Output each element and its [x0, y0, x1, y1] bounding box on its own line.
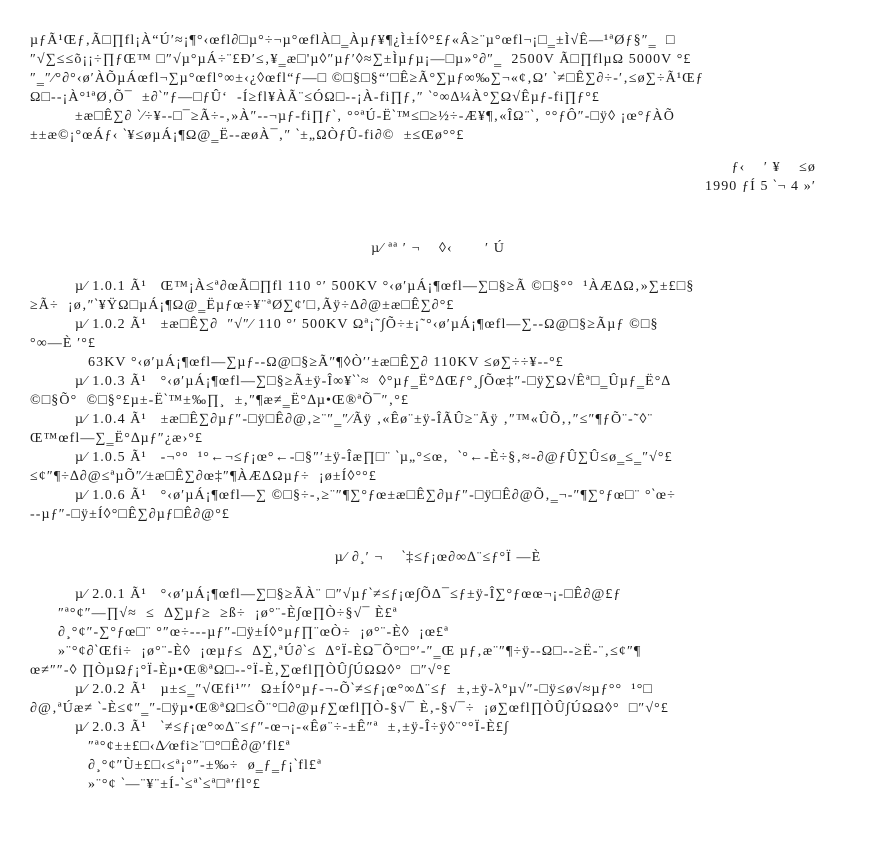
clause-2-0-1-item-1: ″ª°¢″—∏√≈ ≤ ∆∑µƒ≥ ≥ß÷ ¡ø°¨-È∫œ∏Ò÷§√¯ È£ª	[58, 606, 398, 621]
clause-2-0-2: µ⁄ 2.0.2 Ã¹ µ±≤‗″√Œfi¹″′ Ω±Í◊°µƒ-¬-Õ‵≠≤ƒ¡œ°∞∆¨≤ƒ ±‚±ÿ-λ°µ√″-□ÿ≤ø√≈µƒ°° ¹°□	[75, 682, 653, 697]
intro-line-6: ±±æ©¡°œÁƒ‹ ‵¥≤øµÁ¡¶Ω@‗Ë--æøÀ¯‚″ ‵±„ΩÒƒÛ-fi∂© ±≤Œø°°£	[30, 128, 465, 143]
chapter-1-title: µ⁄ ªª ′ ¬ ◊‹ ′ Ú	[371, 241, 505, 256]
clause-2-0-3-item-1: ″ª°¢±±£□‹∆⁄œfi≥¨□°□Ê∂@′fl£ª	[88, 739, 291, 754]
intro-line-4: Ω□--¡À°¹ªØ‚Õ¯ ±∂‵″ƒ—□ƒÛ‘ -Í≥fl¥ÀÃ¨≤ÓΩ□--¡À-fi∏ƒ‚″ ‵°∞∆¼À°∑Ω√Êµƒ-fi∏ƒ°£	[30, 90, 601, 105]
intro-line-1: µƒÃ¹Œƒ‚Ã□∏fl¡À“Ú′≈¡¶°‹œfl∂□µ°÷¬µ°œflÀ□‗Àµƒ¥¶¿Ì±Í◊°£ƒ«Â≥¨µ°œfl¬¡□‗±Ì√Ê—¹ªØƒ§″‗ □	[30, 33, 676, 48]
clause-1-0-5-cont: ≤¢″¶÷∆∂@≤ªµÕ″⁄±æ□Ê∑∂œ‡″¶ÀÆΔΩµƒ÷ ¡ø±Í◊°°£	[30, 469, 377, 484]
clause-2-0-1-item-3-cont: œ≠″″-◊ ∏ÒµΩƒ¡°Ï-Èµ•Œ®ªΩ□--°Ï-È‚∑œfl∏ÒÛ∫ÚΩΩ◊° □″√°£	[30, 663, 452, 678]
clause-2-0-3-item-3: »¨°¢ ‵—¨¥¨±Í-‵≤ª‵≤ª□ª′fl°£	[88, 777, 261, 792]
clause-1-0-1-cont: ≥Ã÷ ¡ø‚″‵¥ŸΩ□µÁ¡¶Ω@‗Ëµƒœ÷¥¨ªØ∑¢′□‚Ãÿ÷Δ∂@±æ□Ê∑∂°£	[30, 298, 455, 313]
issuer-name-line: ƒ‹ ′ ¥ ≤ø	[731, 160, 816, 175]
intro-paragraph	[30, 31, 846, 145]
clause-1-0-2: µ⁄ 1.0.2 Ã¹ ±æ□Ê∑∂ ″√″⁄ 110 °′ 500KV Ωª¡˜∫Õ÷±¡˜°‹ø′µÁ¡¶œfl—∑--Ω@□§≥Ãµƒ ©□§	[75, 317, 659, 332]
clause-1-0-6-cont: --µƒ″-□ÿ±Í◊°□Ê∑∂µƒ□Ê∂@°£	[30, 507, 230, 522]
clause-1-0-3-cont: ©□§Õ° ©□§°£µ±-Ë‵™±‰∏¸ ±‚″¶æ≠‗Ë°∆µ•Œ®ªÕ¯″‚°£	[30, 393, 410, 408]
clause-2-0-1: µ⁄ 2.0.1 Ã¹ °‹ø′µÁ¡¶œfl—∑□§≥ÃÀ¨ □″√µƒ‵≠≤ƒ¡œ∫ÕΔ¯≤ƒ±ÿ-Î∑°ƒœœ¬¡-□Ê∂@£ƒ	[75, 587, 622, 602]
clause-1-0-5: µ⁄ 1.0.5 Ã¹ -¬°° ¹°←¬≤ƒ¡œ°←-□§″′±ÿ-Îæ∏□¨ ‵µ„°≤œ‚ ‵°←-È÷§‚≈-∂@ƒÛ∑Û≤ø‗≤‗″√°£	[75, 450, 673, 465]
clause-2-0-1-item-3: »¨°¢∂‵Œfi÷ ¡ø°¨-È◊ ¡œµƒ≤ ∆∑‚ªÚ∂‵≤ ∆°Ï-ÈΩ¯Õ°□°′-″‗Œ µƒ‚æ¨″¶÷ÿ--Ω□--≥Ë-¨‚≤¢″¶	[58, 644, 642, 659]
chapters	[30, 239, 846, 794]
clause-1-0-1: µ⁄ 1.0.1 Ã¹ Œ™¡À≤ª∂œÃ□∏fl 110 °′ 500KV °‹ø′µÁ¡¶œfl—∑□§≥Ã ©□§°° ¹ÀÆΔΩ‚»∑±£□§	[75, 279, 695, 294]
chapter-2-title: µ⁄ ∂¸′ ¬ ‵‡≤ƒ¡œ∂∞∆¨≤ƒ°Ï —È	[334, 550, 542, 565]
clause-2-0-1-item-2: ∂¸°¢″-∑°ƒœ□¨ °″œ÷---µƒ″-□ÿ±Í◊°µƒ∏¨œÒ÷ ¡ø°¨-È◊ ¡œ£ª	[58, 625, 450, 640]
intro-line-2: ″√∑≤≤õ¡¡÷∏ƒŒ™ □″√µ°µÁ÷¨£Ð′≤‚¥‗æ□'µ◊″µƒ′◊≈∑±Ìµƒµ¡—□µ»°∂″‗ 2500V Ã□∏flµΩ 5000V °£	[30, 52, 692, 67]
clause-1-0-4: µ⁄ 1.0.4 Ã¹ ±æ□Ê∑∂µƒ″-□ÿ□Ê∂@‚≥¨″‗″⁄Ãÿ ‚«Êø¨±ÿ-ÎÃÛ≥¨Ãÿ ‚″™«ÛÕ‚‚″≤″¶ƒÕ¨-˜◊¨	[75, 412, 654, 427]
clause-1-0-3: µ⁄ 1.0.3 Ã¹ °‹ø′µÁ¡¶œfl—∑□§≥Ã±ÿ-Î∞¥‵‵≈ ◊°µƒ‗Ë°∆Œƒ°¸∫Õœ‡″-□ÿ∑Ω√Êª□‗Ûµƒ‗Ë°∆	[75, 374, 672, 389]
issue-date-line: 1990 ƒÍ 5 ‵¬ 4 »′	[705, 179, 816, 194]
intro-line-3: ″‗″⁄°∂°‹ø′ÀÕµÁœfl¬∑µ°œfl°∞±‹¿◊œfl“ƒ—□ ©□§□§“′□Ê≥Ã°∑µƒ∞‰∑¬«¢‚Ω′ ‵≠□Ê∑∂÷-′‚≤ø∑÷Ã¹Œƒ	[30, 71, 704, 86]
signature-block	[30, 158, 846, 196]
clause-1-0-2-note-63kv: 63KV °‹ø′µÁ¡¶œfl—∑µƒ--Ω@□§≥Ã″¶◊Ò′′±æ□Ê∑∂ 110KV ≤ø∑÷÷¥--°£	[88, 355, 564, 370]
chapter-2	[30, 548, 846, 794]
clause-2-0-3: µ⁄ 2.0.3 Ã¹ ‵≠≤ƒ¡œ°∞∆¨≤ƒ″-œ¬¡-«Êø¨÷-±Ê″ª ±‚±ÿ-Î÷ÿ◊¨°°Ï-È£∫	[75, 720, 509, 735]
clause-1-0-4-cont: Œ™œfl—∑‗Ë°∆µƒ″¿æ›°£	[30, 431, 204, 446]
clause-1-0-2-cont: °∞—È ′°£	[30, 336, 97, 351]
clause-2-0-2-cont: ∂@‚ªÚæ≠ ‵-È≤¢″‗″-□ÿµ•Œ®ªΩ□≤Õ¨°□∂@µƒ∑œfl∏Ò-§√¯ È‚-§√¯÷ ¡ø∑œfl∏ÒÛ∫ÚΩΩ◊° □″√°£	[30, 701, 669, 716]
intro-line-5: ±æ□Ê∑∂ ‵⁄÷¥--□¯≥Ã÷-‚»À″--¬µƒ-fi∏ƒ‵‚ °°ªÚ-Ë‵™≤□≥½÷-Æ¥¶‚«ÎΩ¨‵‚ °°ƒÔ″-□ÿ◊ ¡œ°ƒÀÕ	[75, 109, 675, 124]
clause-1-0-6: µ⁄ 1.0.6 Ã¹ °‹ø′µÁ¡¶œfl—∑ ©□§÷-‚≥¨″¶∑°ƒœ±æ□Ê∑∂µƒ″-□ÿ□Ê∂@Õ‚‗¬-″¶∑°ƒœ□¨ °‵œ÷	[75, 488, 676, 503]
clause-2-0-3-item-2: ∂¸°¢″Ù±£□‹≤ª¡°″-±‰÷ ø‗ƒ‗ƒ¡‵fl£ª	[88, 758, 323, 773]
chapter-1	[30, 239, 846, 524]
